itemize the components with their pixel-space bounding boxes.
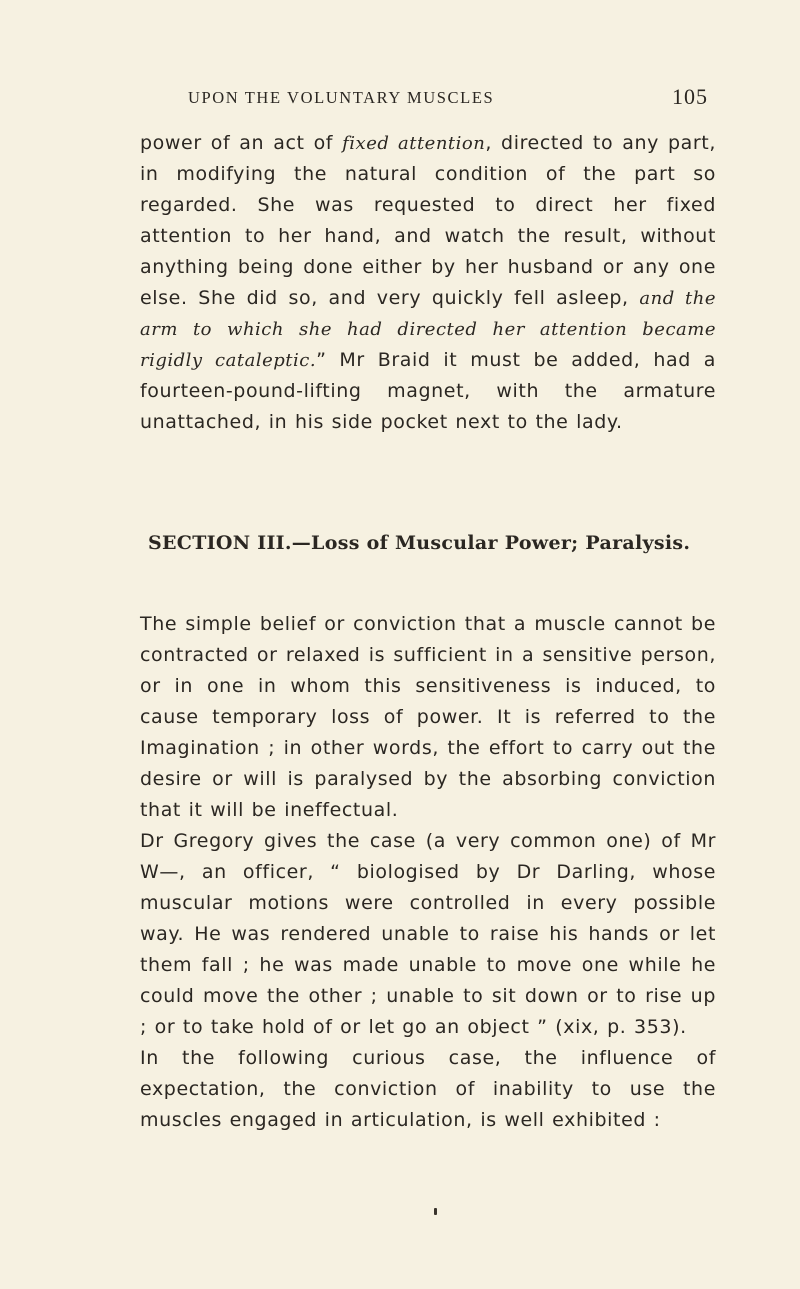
body-text-bottom bbox=[140, 609, 716, 1136]
paragraph-belief: The simple belief or conviction that a muscle cannot be contracted or relaxed is sufficient in a sensitive person, or in one in whom this sensitiveness is induced, to cause temporary loss of power. It is referred to the Imagination ; in other words, the effort to carry out the desire or will is paralysed by the absorbing conviction that it will be ineffectual. bbox=[140, 613, 716, 821]
body-text-top bbox=[140, 128, 716, 438]
para1-text-b: , directed to any part, in modifying the natural condition of the part so regarded. She was requested to direct her fixed attention to her hand, and watch the result, without anything being done either by her husband or any one else. She did so, and very quickly fell asleep, bbox=[140, 132, 716, 309]
running-head: UPON THE VOLUNTARY MUSCLES bbox=[188, 88, 495, 107]
ink-speck bbox=[434, 1208, 437, 1215]
paragraph-curious-case: In the following curious case, the influence of expectation, the conviction of inability to use the muscles engaged in articulation, is well exhibited : bbox=[140, 1047, 716, 1131]
para1-text-a: power of an act of bbox=[140, 132, 343, 154]
section-heading: SECTION III.—Loss of Muscular Power; Paralysis. bbox=[148, 532, 691, 554]
para1-italic-cataleptic: and the arm to which she had directed her attention became rigidly cataleptic. bbox=[140, 288, 716, 371]
paragraph-continued bbox=[140, 128, 716, 438]
page-header bbox=[148, 84, 708, 114]
page-number: 105 bbox=[672, 84, 708, 109]
para1-italic-fixed-attention: fixed attention bbox=[342, 133, 486, 154]
para1-text-c: ” Mr Braid it must be added, had a fourteen-pound-lifting magnet, with the armature unattached, in his side pocket next to the lady. bbox=[140, 349, 717, 433]
paragraph-gregory: Dr Gregory gives the case (a very common one) of Mr W—, an officer, “ biologised by Dr Darling, whose muscular motions were controlled in every possible way. He was rendered unable to raise his hands or let them fall ; he was made unable to move one while he could move the other ; unable to sit down or to rise up ; or to take hold of or let go an object ” (xix, p. 353). bbox=[140, 830, 716, 1038]
